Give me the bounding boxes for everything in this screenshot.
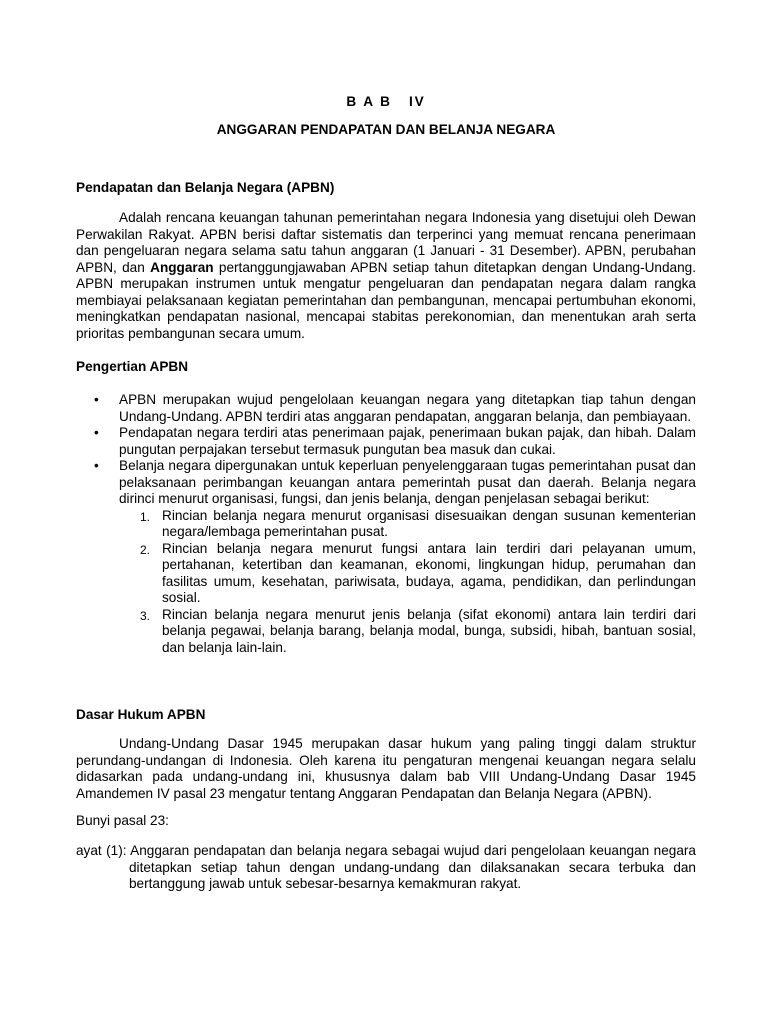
belanja-sub-list xyxy=(119,508,696,657)
sub-list-number: 2. xyxy=(140,542,151,557)
chapter-title: ANGGARAN PENDAPATAN DAN BELANJA NEGARA xyxy=(216,122,556,137)
sub-list-text: Rincian belanja negara menurut fungsi antara lain terdiri dari pelayanan umum, pertahanan, ketertiban dan keamanan, ekonomi, lingkungan hidup, perumahan dan fasilitas umum, kesehatan, pariwisata, budaya, agama, pendidikan, dan perlindungan sosial. xyxy=(162,540,696,605)
bullet-item: • Pendapatan negara terdiri atas penerimaan pajak, penerimaan bukan pajak, dan hibah. Dalam pungutan perpajakan tersebut termasuk pungutan bea masuk dan cukai. xyxy=(76,425,696,458)
chapter-number: B A B IV xyxy=(346,94,426,109)
sub-list-text: Rincian belanja negara menurut jenis belanja (sifat ekonomi) antara lain terdiri dari belanja pegawai, belanja barang, belanja modal, bunga, subsidi, hibah, bantuan sosial, dan belanja lain-lain. xyxy=(162,606,696,655)
ayat-1-paragraph: ayat (1): Anggaran pendapatan dan belanja negara sebagai wujud dari pengelolaan keuangan negara ditetapkan setiap tahun dengan undang-undang dan dilaksanakan secara terbuka dan bertanggung jawab untuk sebesar-besarnya kemakmuran rakyat. xyxy=(76,843,696,891)
paragraph-text-before: Adalah rencana keuangan tahunan pemerintahan negara Indonesia yang disetujui oleh Dewan Perwakilan Rakyat. APBN berisi daftar sistematis dan terperinci yang memuat rencana penerimaan dan pengeluaran negara selama satu tahun anggaran (1 Januari - 31 Desember). APBN, perubahan APBN, dan xyxy=(76,210,696,275)
dasar-hukum-paragraph: Undang-Undang Dasar 1945 merupakan dasar hukum yang paling tinggi dalam struktur perundang-undangan di Indonesia. Oleh karena itu pengaturan mengenai keuangan negara selalu didasarkan pada undang-undang ini, khususnya dalam bab VIII Undang-Undang Dasar 1945 Amandemen IV pasal 23 mengatur tentang Anggaran Pendapatan dan Belanja Negara (APBN). xyxy=(76,736,696,801)
section-heading-apbn: Pendapatan dan Belanja Negara (APBN) xyxy=(76,180,335,195)
bullet-item-text: Belanja negara dipergunakan untuk keperluan penyelenggaraan tugas pemerintahan pusat dan pelaksanaan perimbangan keuangan antara pemerintah pusat dan daerah. Belanja negara dirinci menurut organisasi, fungsi, dan jenis belanja, dengan penjelasan sebagai berikut: xyxy=(119,458,696,506)
section-heading-dasar-hukum: Dasar Hukum APBN xyxy=(76,707,206,722)
paragraph-text-after: pertanggungjawaban APBN setiap tahun ditetapkan dengan Undang-Undang. APBN merupakan instrumen untuk mengatur pengeluaran dan pendapatan negara dalam rangka membiayai pelaksanaan kegiatan pemerintahan dan pembangunan, mencapai pertumbuhan ekonomi, meningkatkan pendapatan nasional, mencapai stabitas perekonomian, dan menentukan arah serta prioritas pembangunan secara umum. xyxy=(76,259,696,341)
bunyi-pasal-label: Bunyi pasal 23: xyxy=(76,813,169,828)
apbn-definition-paragraph xyxy=(76,210,696,342)
sub-list-item xyxy=(119,607,696,657)
sub-list-item xyxy=(119,541,696,607)
paragraph-bold-term: Anggaran xyxy=(150,259,214,275)
section-heading-pengertian: Pengertian APBN xyxy=(76,359,189,374)
sub-list-item xyxy=(119,508,696,541)
sub-list-text: Rincian belanja negara menurut organisasi disesuaikan dengan susunan kementerian negara/lembaga pemerintahan pusat. xyxy=(162,507,696,539)
pengertian-bullet-list xyxy=(76,392,696,656)
sub-list-number: 3. xyxy=(140,608,151,623)
bullet-item: • APBN merupakan wujud pengelolaan keuangan negara yang ditetapkan tiap tahun dengan Undang-Undang. APBN terdiri atas anggaran pendapatan, anggaran belanja, dan pembiayaan. xyxy=(76,392,696,425)
sub-list-number: 1. xyxy=(140,509,151,524)
bullet-item xyxy=(76,458,696,656)
